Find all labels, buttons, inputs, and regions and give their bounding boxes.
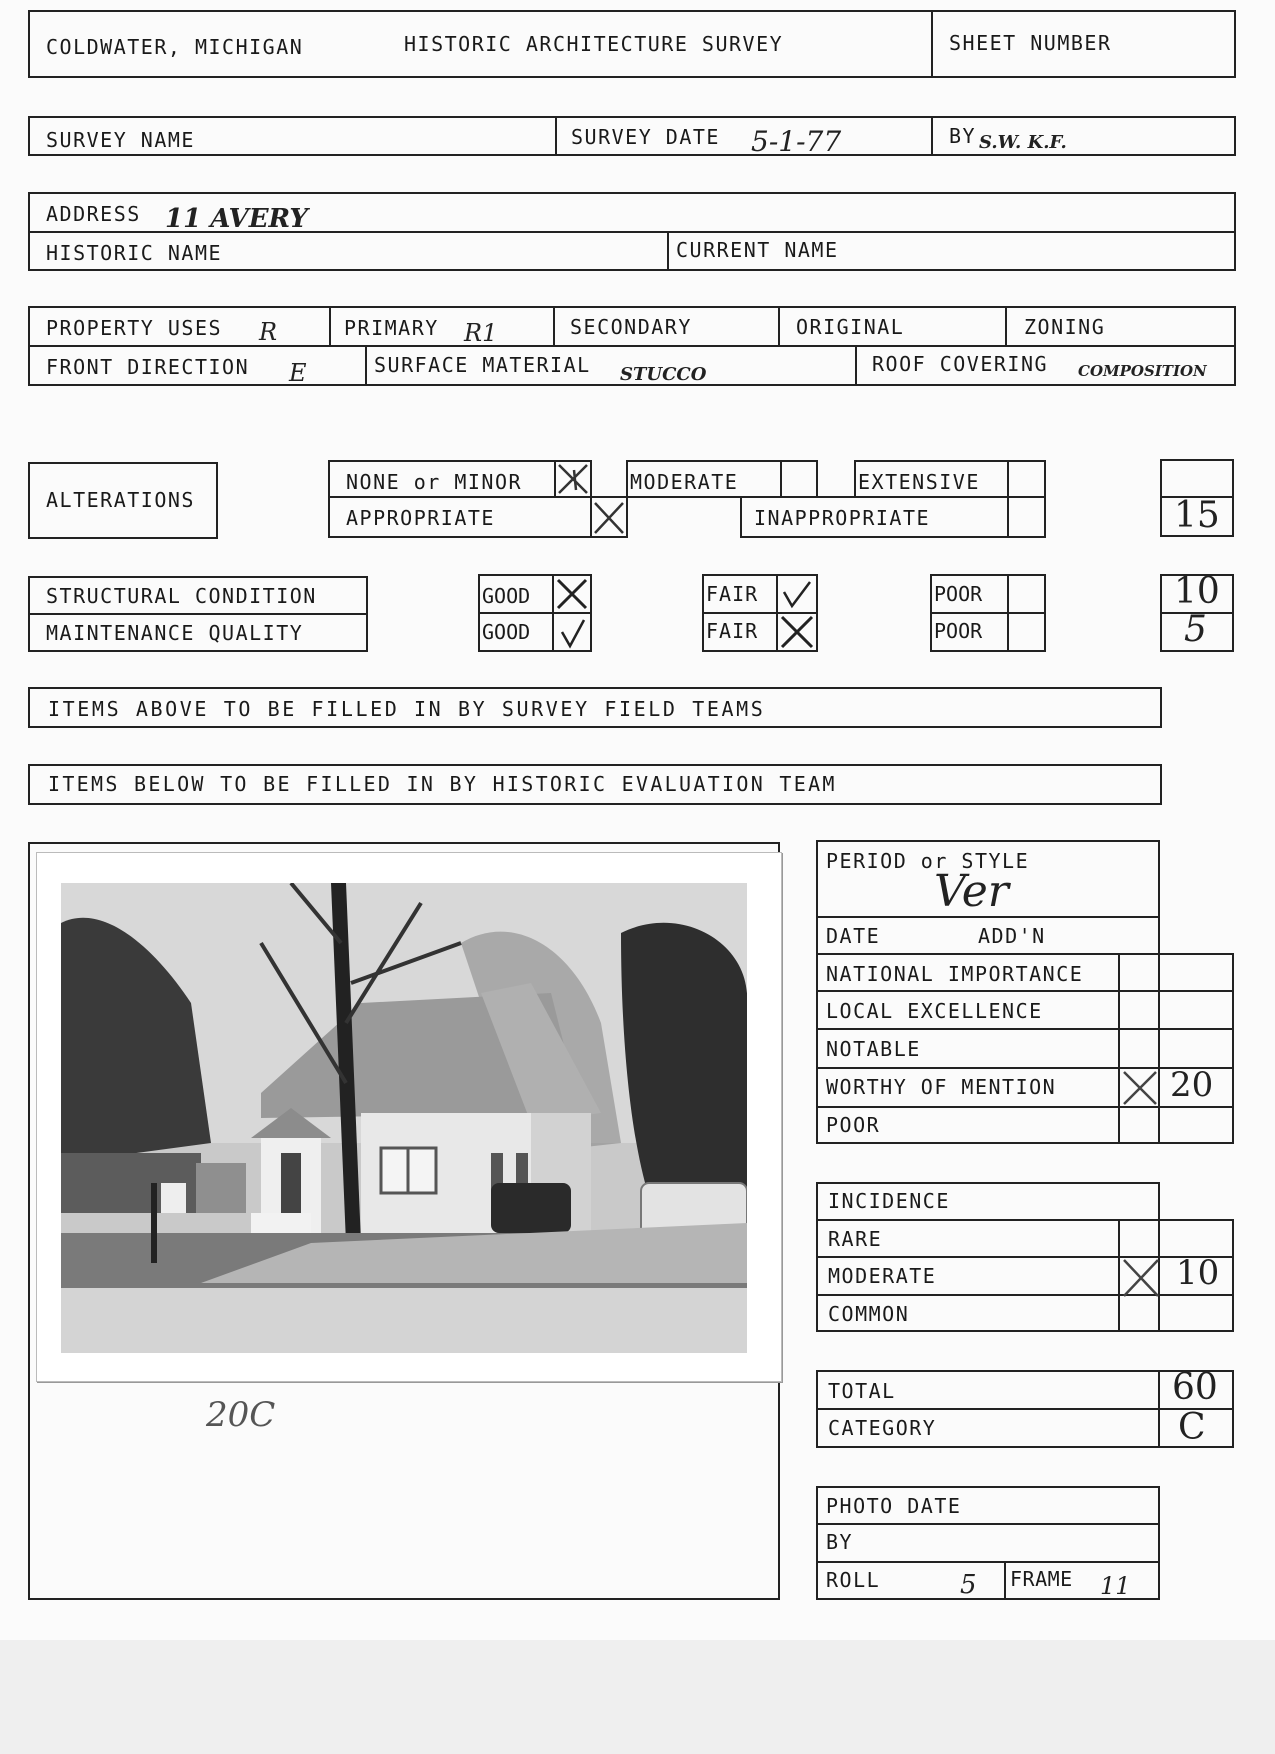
items-above-note: ITEMS ABOVE TO BE FILLED IN BY SURVEY FIELD TEAMS: [48, 697, 766, 721]
divider: [816, 953, 1234, 955]
divider: [552, 574, 554, 652]
moderate-label: MODERATE: [630, 470, 739, 494]
divider: [553, 306, 555, 346]
divider: [778, 306, 780, 346]
items-below-note: ITEMS BELOW TO BE FILLED IN BY HISTORIC EVALUATION TEAM: [48, 772, 837, 796]
survey-date-value: 5-1-77: [751, 125, 842, 158]
sheet-number-label: SHEET NUMBER: [949, 31, 1112, 55]
period-style-value: Ver: [934, 866, 1009, 917]
structural-fair-check-mark: [780, 578, 814, 610]
divider: [1007, 574, 1009, 652]
survey-by-value: S.W. K.F.: [979, 132, 1067, 153]
incidence-moderate-x-mark: [1120, 1256, 1162, 1300]
divider: [365, 345, 367, 386]
roll-label: ROLL: [826, 1568, 881, 1592]
scan-margin: [0, 1640, 1275, 1754]
divider: [816, 1219, 1234, 1221]
city-label: COLDWATER, MICHIGAN: [46, 35, 304, 59]
date-label: DATE: [826, 924, 881, 948]
local-excellence-label: LOCAL EXCELLENCE: [826, 999, 1043, 1023]
divider: [931, 116, 933, 156]
divider: [478, 612, 592, 614]
divider: [1007, 496, 1009, 538]
divider: [776, 574, 778, 652]
roof-covering-label: ROOF COVERING: [872, 352, 1049, 376]
good-label-1: GOOD: [482, 584, 531, 608]
secondary-label: SECONDARY: [570, 315, 692, 339]
divider: [816, 1408, 1234, 1410]
notable-label: NOTABLE: [826, 1037, 921, 1061]
surface-material-value: STUCCO: [620, 364, 707, 385]
photo-caption-handwritten: 20C: [206, 1395, 276, 1435]
divider: [1007, 460, 1009, 498]
house-photo-image: [61, 883, 747, 1353]
divider: [329, 306, 331, 346]
primary-value: R1: [464, 319, 498, 347]
period-style-label: PERIOD or STYLE: [826, 849, 1030, 873]
divider: [1005, 306, 1007, 346]
survey-by-label: BY: [949, 124, 977, 148]
divider: [816, 1106, 1234, 1108]
none-minor-check-mark: [556, 462, 590, 496]
divider: [816, 1142, 1234, 1144]
divider: [816, 1330, 1234, 1332]
divider: [667, 231, 669, 271]
frame-label: FRAME: [1010, 1567, 1073, 1591]
divider: [1004, 1561, 1006, 1600]
national-importance-label: NATIONAL IMPORTANCE: [826, 962, 1084, 986]
incidence-label: INCIDENCE: [828, 1189, 950, 1213]
divider: [1232, 953, 1234, 1143]
total-value: 60: [1172, 1367, 1218, 1408]
historic-name-label: HISTORIC NAME: [46, 241, 223, 265]
house-photograph: [36, 852, 782, 1382]
date-value: ADD'N: [978, 924, 1046, 948]
front-direction-label: FRONT DIRECTION: [46, 355, 250, 379]
maintenance-fair-x-mark: [779, 614, 815, 650]
maintenance-score: 5: [1184, 609, 1207, 650]
poor-rating-label: POOR: [826, 1113, 881, 1137]
extensive-label: EXTENSIVE: [858, 470, 980, 494]
poor-label-2: POOR: [934, 619, 983, 643]
front-direction-value: E: [289, 359, 307, 387]
roll-value: 5: [960, 1570, 977, 1600]
structural-score: 10: [1174, 571, 1220, 612]
property-uses-label: PROPERTY USES: [46, 316, 223, 340]
divider: [855, 345, 857, 386]
worthy-of-mention-label: WORTHY OF MENTION: [826, 1075, 1057, 1099]
divider: [816, 1561, 1160, 1563]
divider: [816, 1294, 1234, 1296]
address-value: 11 AVERY: [165, 204, 308, 234]
incidence-moderate-label: MODERATE: [828, 1264, 937, 1288]
poor-label-1: POOR: [934, 582, 983, 606]
fair-label-1: FAIR: [706, 582, 759, 606]
good-label-2: GOOD: [482, 620, 531, 644]
period-score: 20: [1170, 1065, 1214, 1105]
fair-label-2: FAIR: [706, 619, 759, 643]
divider: [816, 1028, 1234, 1030]
worthy-of-mention-x-mark: [1120, 1068, 1160, 1108]
alterations-score: 15: [1174, 495, 1220, 536]
photo-by-label: BY: [826, 1530, 854, 1554]
divider: [780, 460, 782, 498]
divider: [930, 612, 1046, 614]
divider: [1158, 1370, 1160, 1448]
inappropriate-label: INAPPROPRIATE: [754, 506, 931, 530]
divider: [816, 1256, 1234, 1258]
total-label: TOTAL: [828, 1379, 896, 1403]
roof-covering-value: COMPOSITION: [1078, 362, 1207, 380]
primary-label: PRIMARY: [344, 316, 439, 340]
structural-good-x-mark: [555, 577, 589, 611]
common-label: COMMON: [828, 1302, 910, 1326]
rare-label: RARE: [828, 1227, 883, 1251]
appropriate-check-mark: [592, 500, 626, 536]
frame-value: 11: [1100, 1572, 1131, 1600]
alterations-label: ALTERATIONS: [46, 488, 195, 512]
photo-date-label: PHOTO DATE: [826, 1494, 962, 1518]
maintenance-good-check-mark: [558, 616, 588, 650]
none-minor-label: NONE or MINOR: [346, 470, 523, 494]
divider: [28, 613, 368, 615]
incidence-score: 10: [1176, 1253, 1220, 1293]
property-uses-value: R: [259, 318, 278, 346]
survey-date-label: SURVEY DATE: [571, 125, 720, 149]
divider: [1118, 953, 1120, 1143]
maintenance-quality-label: MAINTENANCE QUALITY: [46, 621, 304, 645]
original-label: ORIGINAL: [796, 315, 905, 339]
divider: [931, 10, 933, 78]
divider: [555, 116, 557, 156]
zoning-label: ZONING: [1024, 315, 1106, 339]
address-label: ADDRESS: [46, 202, 141, 226]
survey-name-label: SURVEY NAME: [46, 128, 195, 152]
form-title: HISTORIC ARCHITECTURE SURVEY: [404, 32, 784, 56]
surface-material-label: SURFACE MATERIAL: [374, 353, 591, 377]
structural-condition-label: STRUCTURAL CONDITION: [46, 584, 317, 608]
divider: [28, 345, 1236, 347]
divider: [1232, 1219, 1234, 1331]
divider: [816, 990, 1234, 992]
category-label: CATEGORY: [828, 1416, 937, 1440]
category-value: C: [1178, 1407, 1206, 1448]
current-name-label: CURRENT NAME: [676, 238, 839, 262]
appropriate-label: APPROPRIATE: [346, 506, 495, 530]
divider: [816, 1523, 1160, 1525]
